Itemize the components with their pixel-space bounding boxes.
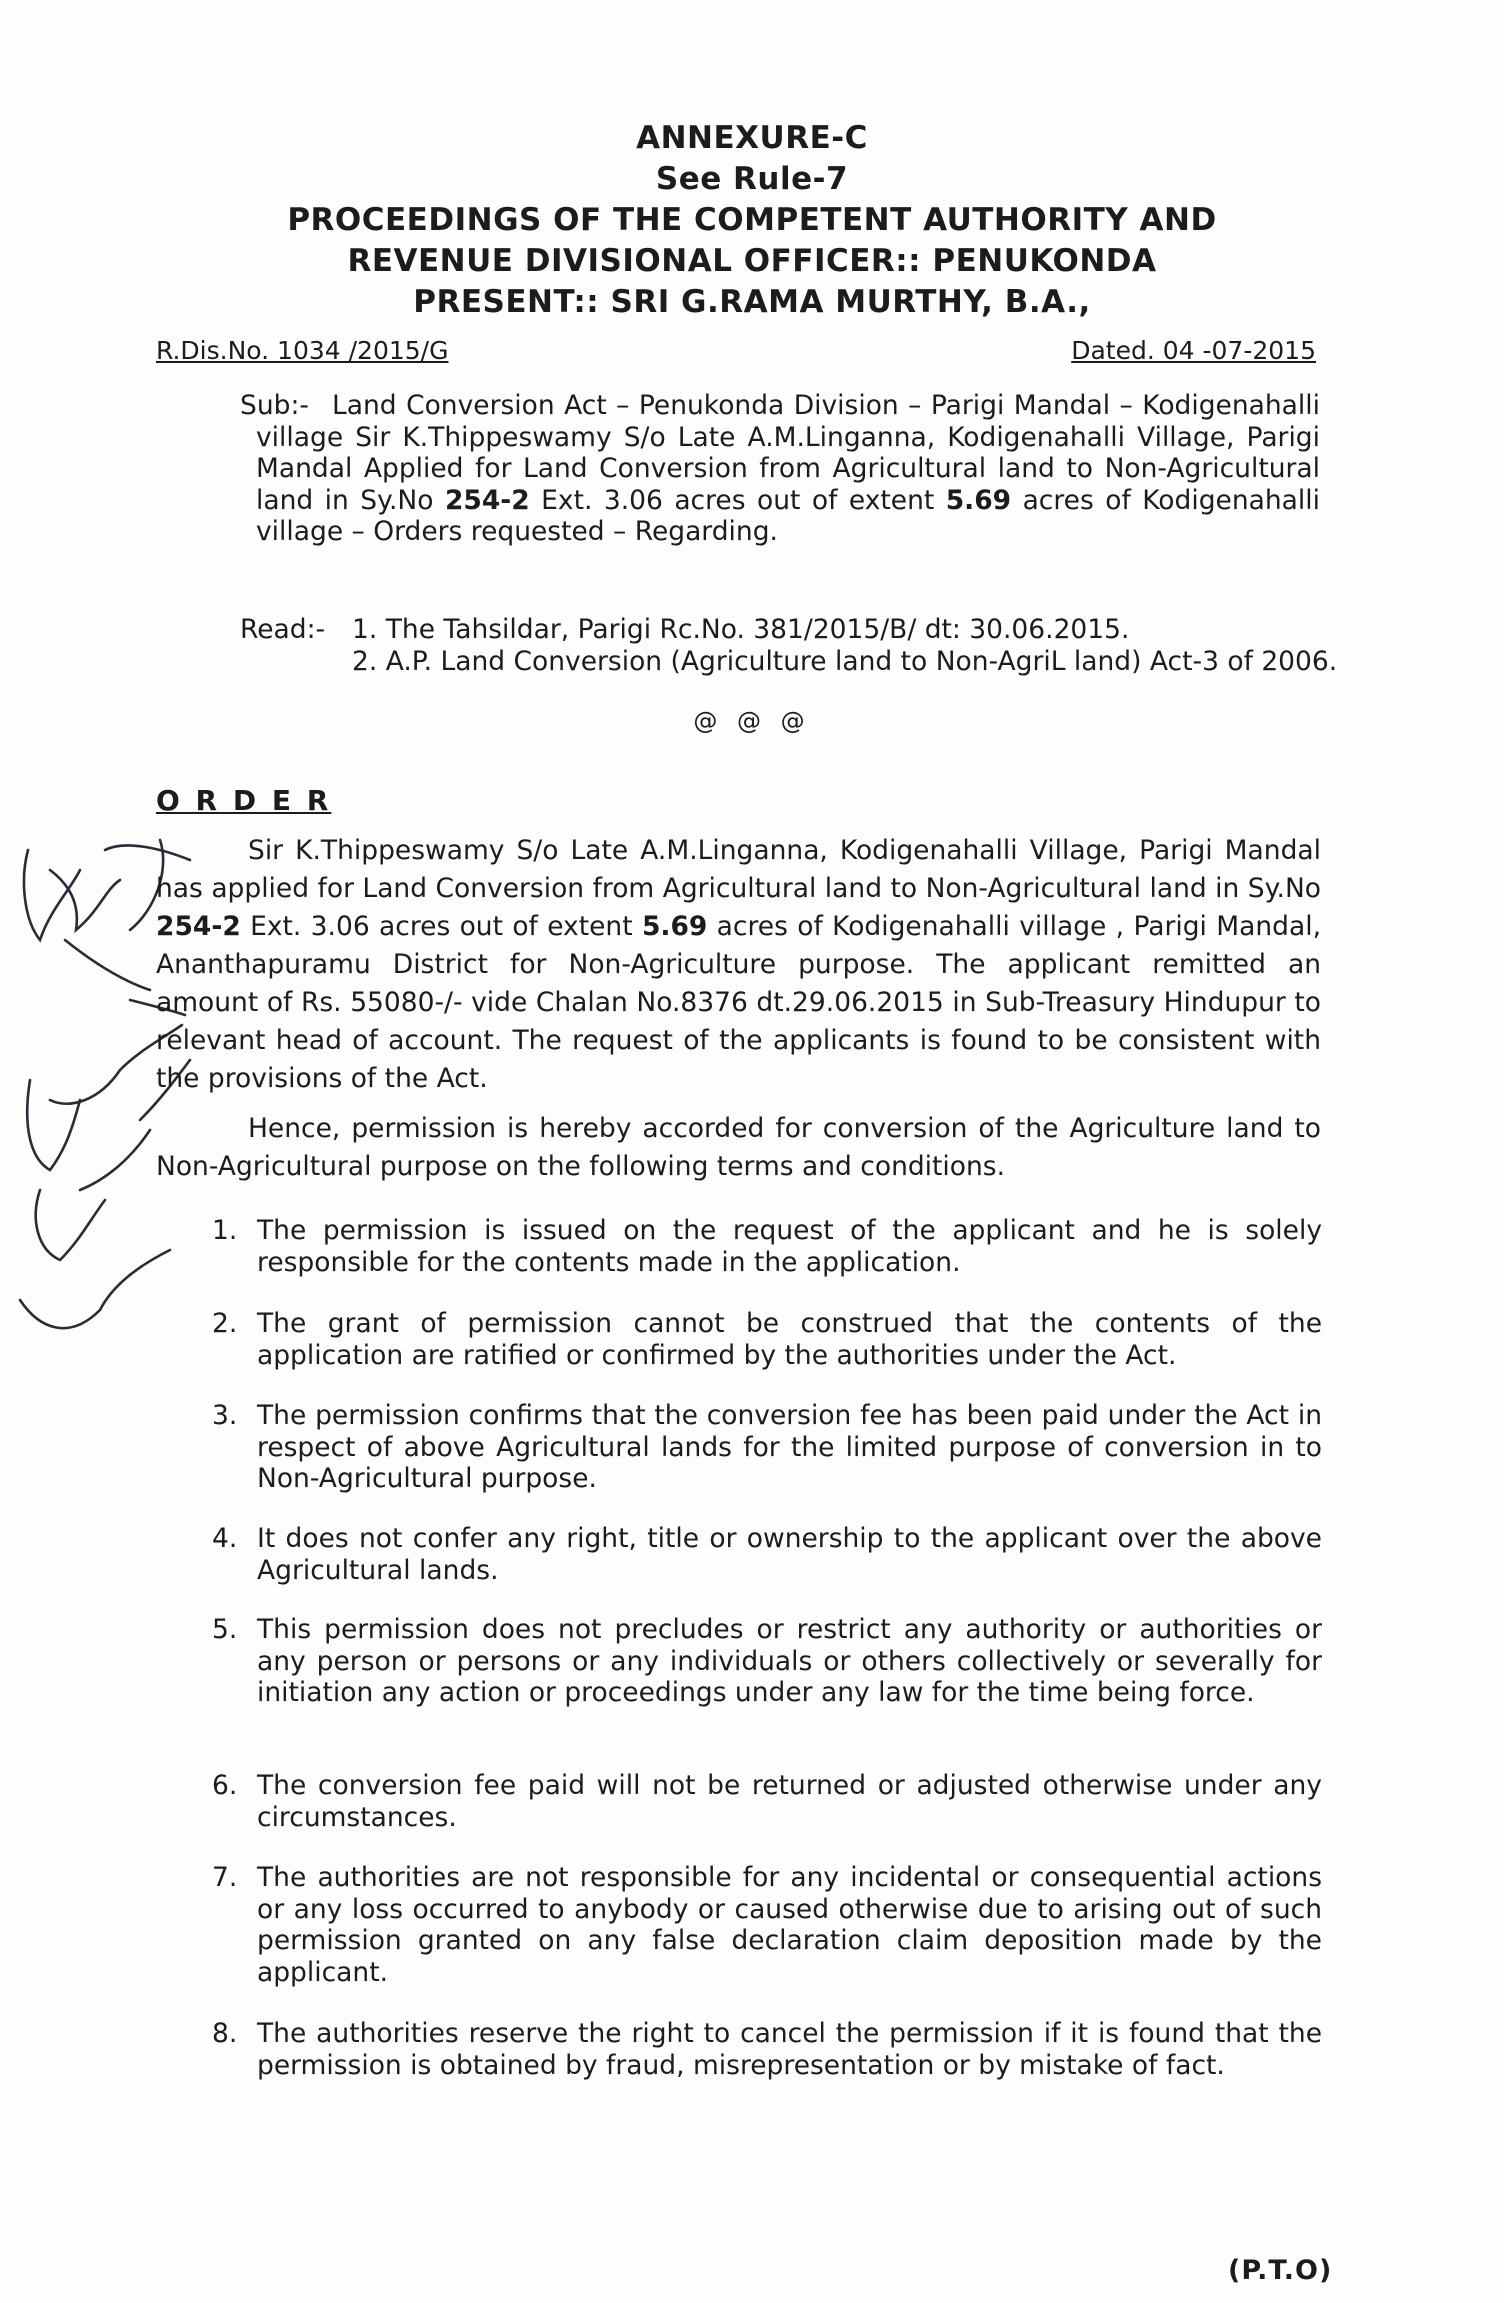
- condition-number: 4.: [212, 1523, 238, 1554]
- condition-item: [212, 1215, 1322, 1278]
- condition-text: The permission confirms that the conversion fee has been paid under the Act in respect of above Agricultural lands for the limited purpose of conversion in to Non-Agricultural purpose.: [257, 1400, 1322, 1494]
- proceedings-title: PROCEEDINGS OF THE COMPETENT AUTHORITY AND: [287, 202, 1217, 238]
- order-p1-part-b: Ext. 3.06 acres out of extent: [240, 911, 642, 942]
- reference-number: R.Dis.No. 1034 /2015/G: [156, 336, 449, 365]
- read-item-2: 2. A.P. Land Conversion (Agriculture land to Non-AgriL land) Act-3 of 2006.: [352, 645, 1338, 677]
- order-p1-extent: 5.69: [641, 911, 708, 942]
- condition-item: [212, 1523, 1322, 1586]
- subject-label: Sub:-: [240, 390, 309, 421]
- condition-number: 8.: [212, 2018, 238, 2049]
- condition-text: It does not confer any right, title or ownership to the applicant over the above Agricultural lands.: [257, 1523, 1322, 1586]
- read-label: Read:-: [240, 614, 326, 645]
- order-paragraph-2: Hence, permission is hereby accorded for conversion of the Agriculture land to Non-Agricultural purpose on the following terms and conditions.: [156, 1113, 1321, 1182]
- order-p1-part-c: acres of Kodigenahalli village , Parigi Mandal, Ananthapuramu District for Non-Agriculture purpose. The applicant remitted an amount of Rs. 55080-/- vide Chalan No.8376 dt.29.06.2015 in Sub-Treasury Hindupur to relevant head of account. The request of the applicants is found to be consistent with the provisions of the Act.: [156, 911, 1321, 1094]
- subject-extent: 5.69: [945, 484, 1012, 516]
- condition-item: [212, 1400, 1322, 1495]
- reference-date: Dated. 04 -07-2015: [1071, 336, 1316, 365]
- order-paragraph-1: [156, 832, 1321, 1098]
- annexure-title: ANNEXURE-C: [636, 120, 868, 156]
- rule-reference: See Rule-7: [655, 161, 849, 197]
- subject-part2: Ext. 3.06 acres out of extent: [529, 484, 946, 516]
- condition-item: [212, 1862, 1322, 1988]
- condition-text: The grant of permission cannot be construed that the contents of the application are ratified or confirmed by the authorities under the Act.: [257, 1308, 1322, 1371]
- separator: @ @ @: [693, 707, 811, 735]
- read-item-1: 1. The Tahsildar, Parigi Rc.No. 381/2015/B/ dt: 30.06.2015.: [352, 614, 1130, 645]
- subject-survey-no: 254-2: [444, 484, 530, 516]
- condition-number: 7.: [212, 1862, 238, 1893]
- order-p1-survey: 254-2: [156, 911, 241, 942]
- subject-text: [256, 390, 1320, 548]
- condition-item: [212, 1770, 1322, 1833]
- read-block: [240, 614, 1340, 677]
- condition-text: The authorities reserve the right to cancel the permission if it is found that the permission is obtained by fraud, misrepresentation or by mistake of fact.: [257, 2018, 1322, 2081]
- condition-number: 6.: [212, 1770, 238, 1801]
- condition-number: 3.: [212, 1400, 238, 1431]
- condition-number: 1.: [212, 1215, 238, 1246]
- subject-block: [240, 390, 1320, 548]
- reference-line: [156, 336, 1316, 376]
- order-p1-part-a: Sir K.Thippeswamy S/o Late A.M.Linganna, Kodigenahalli Village, Parigi Mandal has applied for Land Conversion from Agricultural land to Non-Agricultural land in Sy.No: [156, 835, 1321, 904]
- presiding-officer: PRESENT:: SRI G.RAMA MURTHY, B.A.,: [413, 284, 1091, 320]
- condition-text: This permission does not precludes or restrict any authority or authorities or any person or persons or any individuals or others collectively or severally for initiation any action or proceedings under any law for the time being force.: [257, 1614, 1322, 1708]
- condition-text: The permission is issued on the request of the applicant and he is solely responsible for the contents made in the application.: [257, 1215, 1322, 1278]
- condition-text: The authorities are not responsible for any incidental or consequential actions or any loss occurred to anybody or caused otherwise due to arising out of such permission granted on any false declaration claim deposition made by the applicant.: [257, 1862, 1322, 1988]
- read-items: [352, 614, 1340, 677]
- condition-text: The conversion fee paid will not be returned or adjusted otherwise under any circumstances.: [257, 1770, 1322, 1833]
- document-header: [0, 118, 1504, 323]
- order-title: O R D E R: [156, 784, 332, 817]
- subject-part3: acres of Kodigenahalli village – Orders requested – Regarding.: [256, 484, 1320, 547]
- subject-part1: Land Conversion Act – Penukonda Division – Parigi Mandal – Kodigenahalli village Sir K.Thippeswamy S/o Late A.M.Linganna, Kodigenahalli Village, Parigi Mandal Applied for Land Conversion from Agricultural land to Non-Agricultural land in Sy.No: [256, 390, 1320, 516]
- condition-item: [212, 2018, 1322, 2081]
- condition-number: 2.: [212, 1308, 238, 1339]
- office-title: REVENUE DIVISIONAL OFFICER:: PENUKONDA: [347, 243, 1157, 279]
- condition-number: 5.: [212, 1614, 238, 1645]
- condition-item: [212, 1614, 1322, 1709]
- condition-item: [212, 1308, 1322, 1371]
- page-turn-over: (P.T.O): [1228, 2255, 1333, 2286]
